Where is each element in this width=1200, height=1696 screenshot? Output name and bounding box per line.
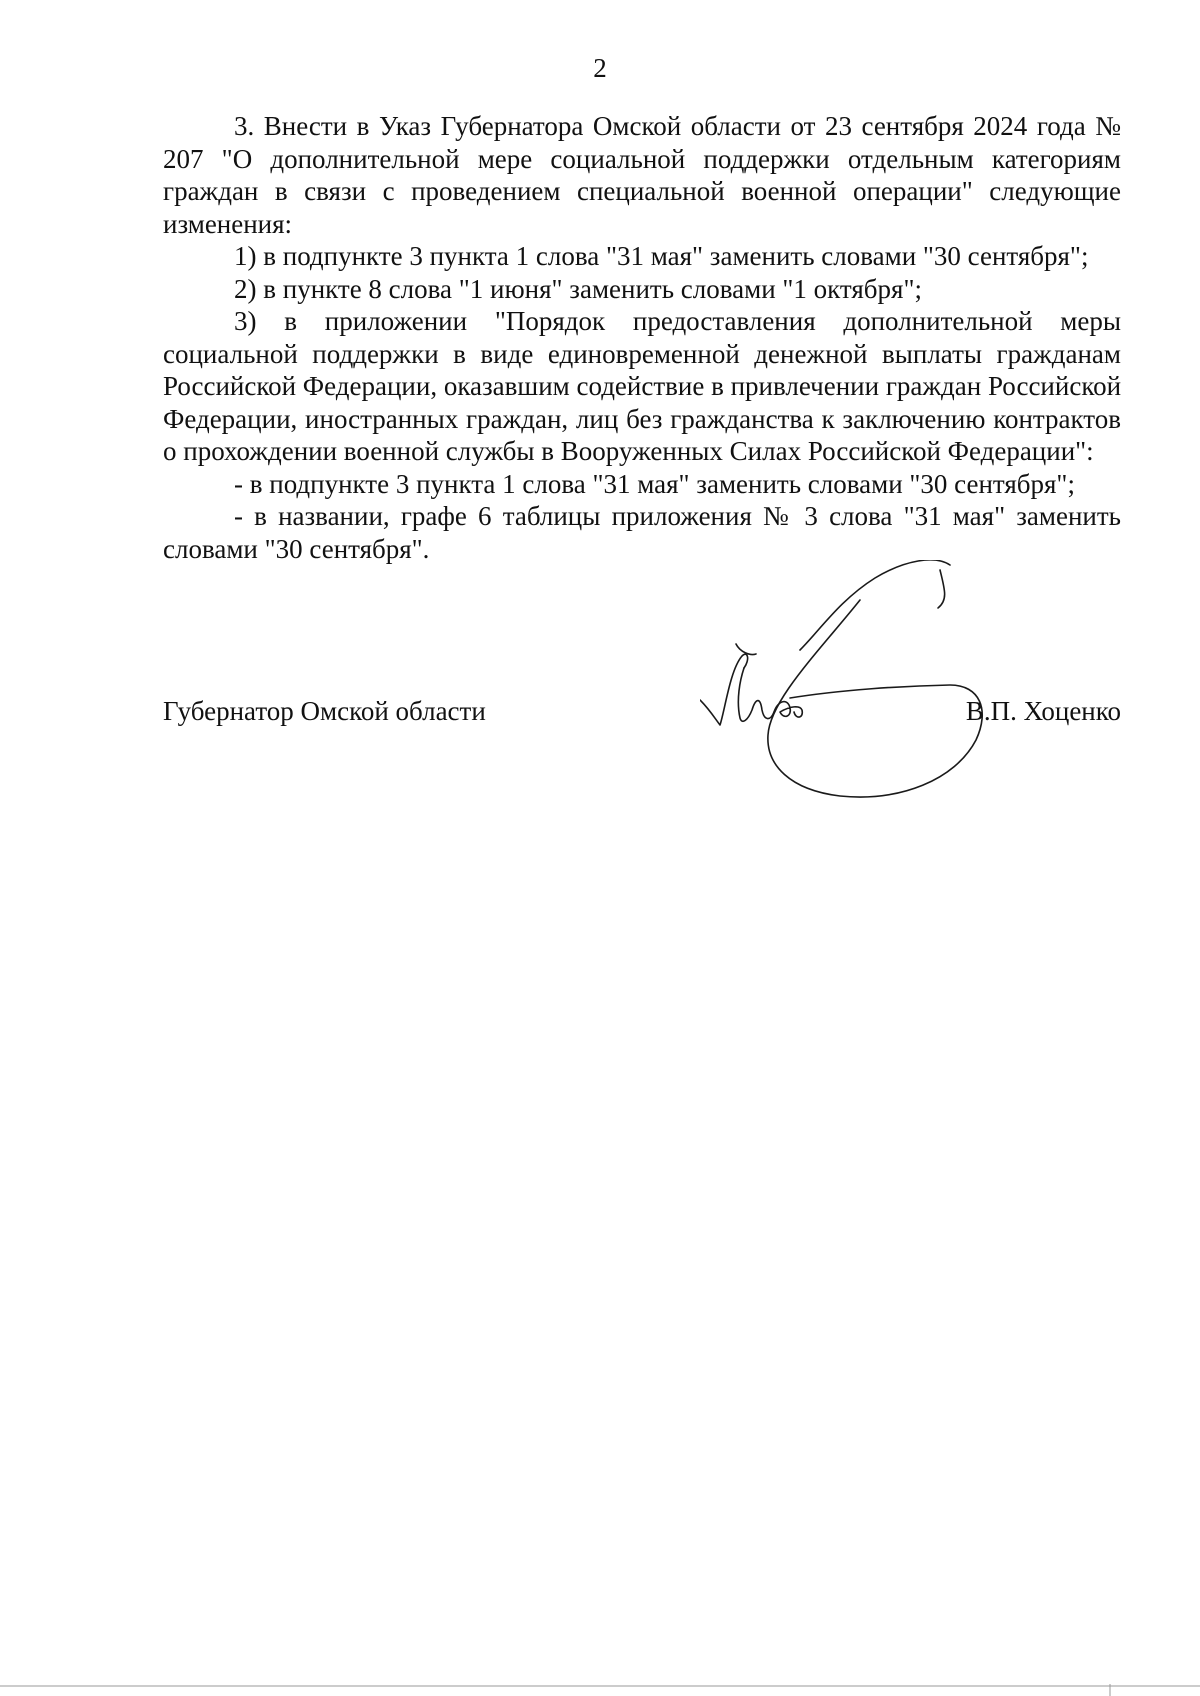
dash-item-1: - в подпункте 3 пункта 1 слова "31 мая" заменить словами "30 сентября"; — [234, 468, 1075, 499]
signer-title: Губернатор Омской области — [163, 696, 486, 726]
subitem-1: 1) в подпункте 3 пункта 1 слова "31 мая" заменить словами "30 сентября"; — [234, 241, 1089, 271]
paragraph-item-3: 3. Внести в Указ Губернатора Омской области от 23 сентября 2024 года № 207 "О дополнительной мере социальной поддержки отдельным категориям граждан в связи с проведением специальной военной операции" следующие изменения: — [163, 111, 1121, 239]
page-bottom-edge — [0, 1684, 1200, 1696]
handwritten-signature — [700, 560, 1040, 810]
subitem-2: 2) в пункте 8 слова "1 июня" заменить словами "1 октября"; — [234, 273, 922, 304]
dash-item-2: - в названии, графе 6 таблицы приложения № 3 слова "31 мая" заменить словами "30 сентября". — [163, 501, 1121, 564]
subitem-3: 3) в приложении "Порядок предоставления дополнительной меры социальной поддержки в виде единовременной денежной выплаты гражданам Российской Федерации, оказавшим содействие в привлечении граждан Российской Федерации, иностранных граждан, лиц без гражданства к заключению контрактов о прохождении военной службы в Вооруженных Силах Российской Федерации": — [163, 306, 1122, 466]
signer-name: В.П. Хоценко — [965, 696, 1121, 726]
document-body — [163, 110, 1121, 565]
page-number: 2 — [593, 53, 607, 83]
